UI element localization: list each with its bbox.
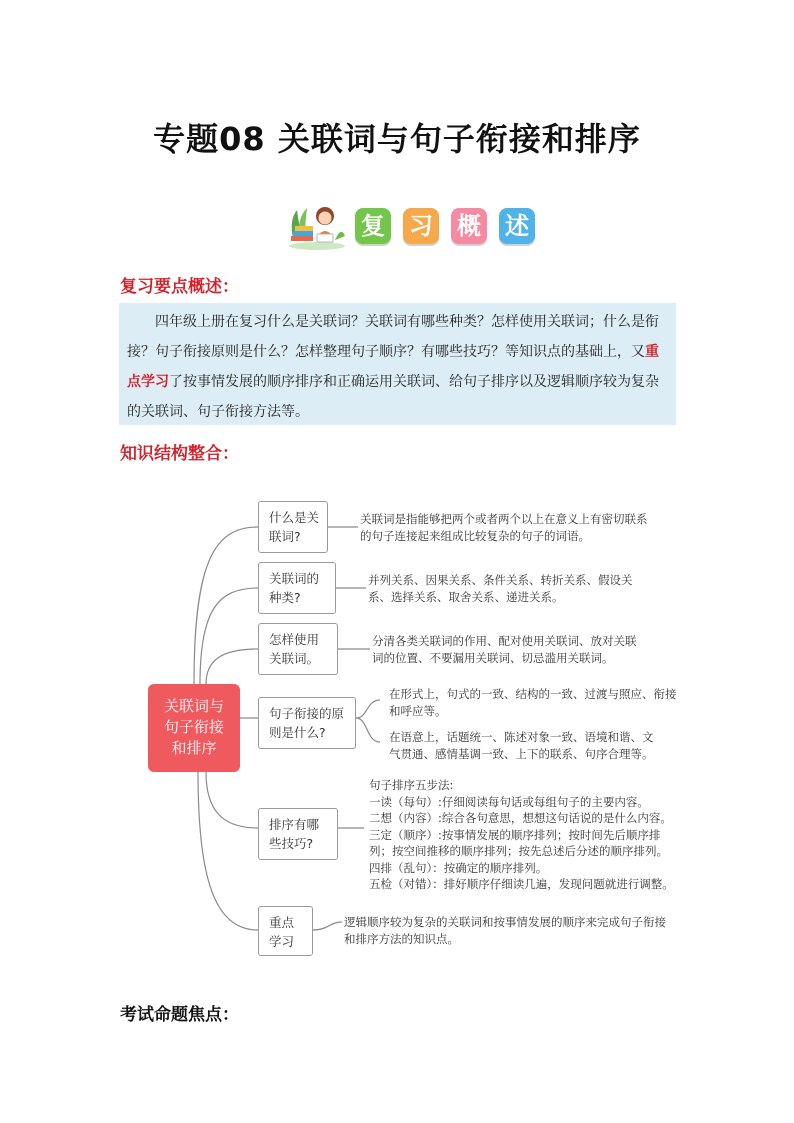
desc-line: 句子排序五步法: [369, 778, 454, 792]
desc-line: 在语意上，话题统一、陈述对象一致、语境和谐、文 [389, 730, 654, 744]
exam-focus-heading [120, 1000, 239, 1025]
branch-desc-conjunction-types [368, 572, 668, 606]
branch-node-conjunction-types [258, 562, 336, 614]
branch-desc-cohesion-meaning [389, 729, 699, 763]
branch-node-sorting-techniques [258, 808, 338, 860]
knowledge-structure-heading: 知识结构整合： [120, 444, 239, 464]
desc-line: 分清各类关联词的作用、配对使用关联词、放对关联 [372, 634, 637, 648]
branch-node-cohesion-principles [258, 697, 356, 749]
branch-label: 重点学习 [269, 915, 295, 949]
desc-line: 列；按空间推移的顺序排列；按先总述后分述的顺序排列。 [369, 844, 668, 858]
summary-text-1: 四年级上册在复习什么是关联词？关联词有哪些种类？怎样使用关联词；什么是衔接？句子衔接原则是什么？怎样整理句子顺序？有哪些技巧？等知识点的基础上，又 [127, 314, 659, 360]
branch-desc-sorting-techniques [369, 777, 699, 893]
desc-line: 二想（内容）:综合各句意思，想想这句话说的是什么内容。 [369, 811, 672, 825]
root-label: 关联词与句子衔接和排序 [163, 697, 224, 757]
mindmap-root-node [148, 684, 240, 772]
branch-node-key-learning [258, 906, 313, 956]
banner-tile-4: 述 [499, 208, 535, 244]
branch-label: 什么是关联词? [269, 510, 320, 544]
review-points-heading: 复习要点概述： [120, 277, 239, 297]
desc-line: 四排（乱句）：按确定的顺序排列。 [369, 860, 548, 875]
desc-line: 气贯通、感情基调一致、上下的联系、句序合理等。 [389, 747, 654, 761]
exam-focus-heading-text: 考试命题焦点： [120, 1005, 239, 1025]
branch-node-what-is-conjunction [258, 501, 328, 553]
branch-desc-how-to-use [372, 633, 672, 667]
desc-line: 在形式上，句式的一致、结构的一致、过渡与照应、衔接 [389, 687, 677, 701]
desc-line: 的句子连接起来组成比较复杂的句子的词语。 [360, 529, 590, 543]
summary-highlight: 重点学习 [127, 344, 659, 390]
desc-line: 一读（每句）:仔细阅读每句话或每组句子的主要内容。 [369, 794, 649, 809]
summary-text-2: 了按事情发展的顺序排序和正确运用关联词、给句子排序以及逻辑顺序较为复杂的关联词、句子衔接方法等。 [127, 374, 659, 420]
desc-line: 三定（顺序）:按事情发展的顺序排列；按时间先后顺序排 [369, 827, 661, 842]
desc-line: 和排序方法的知识点。 [344, 932, 459, 946]
desc-line: 词的位置、不要漏用关联词、切忌滥用关联词。 [372, 651, 614, 665]
desc-line: 并列关系、因果关系、条件关系、转折关系、假设关 [368, 573, 633, 587]
branch-label: 怎样使用关联词。 [269, 632, 320, 666]
desc-line: 系、选择关系、取舍关系、递进关系。 [368, 590, 564, 604]
branch-desc-cohesion-form [389, 686, 699, 720]
branch-label: 句子衔接的原则是什么? [269, 706, 345, 740]
branch-label: 关联词的种类? [269, 571, 320, 605]
branch-node-how-to-use [258, 623, 338, 675]
branch-label: 排序有哪些技巧? [269, 817, 320, 851]
banner-tile-2: 习 [403, 208, 439, 244]
desc-line: 五检（对错）：排好顺序仔细读几遍，发现问题就进行调整。 [369, 877, 674, 891]
branch-desc-what-is-conjunction [360, 511, 680, 545]
banner-tile-3: 概 [451, 208, 487, 244]
desc-line: 关联词是指能够把两个或者两个以上在意义上有密切联系 [360, 512, 648, 526]
desc-line: 逻辑顺序较为复杂的关联词和按事情发展的顺序来完成句子衔接 [344, 915, 666, 929]
desc-line: 和呼应等。 [389, 704, 447, 718]
banner-tile-1: 复 [355, 208, 391, 244]
branch-desc-key-learning [344, 914, 694, 948]
page-title: 专题08 关联词与句子衔接和排序 [153, 120, 641, 158]
